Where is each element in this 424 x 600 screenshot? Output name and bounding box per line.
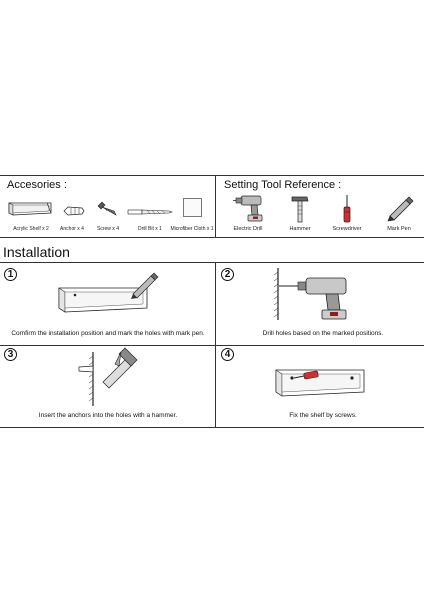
step-3-caption: Insert the anchors into the holes with a hammer. [38,412,178,419]
screwdriver-label: Screwdriver [332,226,362,232]
step-2-illustration [272,266,372,327]
step-4-caption: Fix the shelf by screws. [289,412,357,419]
microfiber-cloth-label: Microfiber Cloth x 1 [170,226,214,232]
acrylic-shelf-label: Acrylic Shelf x 2 [13,226,49,232]
step-3-number-badge [4,348,17,361]
acrylic-shelf-icon [7,199,53,224]
step-1-number: 1 [7,269,14,280]
screw-label: Screw x 4 [97,226,119,232]
top-border [0,175,424,176]
top-divider [215,175,216,237]
drill-bit-icon [127,204,173,222]
step-4-number: 4 [224,349,231,360]
drill-bit-label: Drill Bit x 1 [138,226,162,232]
steps-middle-border [0,345,424,346]
installation-header-border [0,262,424,263]
step-2-number: 2 [224,269,231,280]
mark-pen-icon [386,194,414,227]
accessories-title: Accesories : [7,179,67,191]
step-4-illustration [272,358,372,407]
anchor-icon [62,204,86,222]
mark-pen-label: Mark Pen [387,226,411,232]
step-4-number-badge [221,348,234,361]
anchor-label: Anchor x 4 [60,226,84,232]
step-1-number-badge [4,268,17,281]
screwdriver-icon [341,194,353,229]
step-3-number: 3 [7,349,14,360]
steps-bottom-border [0,427,424,428]
electric-drill-label: Electric Drill [233,226,263,232]
step-1-caption: Comfirm the installation position and mark the holes with mark pen. [11,330,205,337]
hammer-icon [290,194,310,229]
tools-title: Setting Tool Reference : [224,179,342,191]
electric-drill-icon [233,193,269,228]
step-3-illustration [75,350,145,413]
step-2-number-badge [221,268,234,281]
hammer-label: Hammer [289,226,311,232]
step-2-caption: Drill holes based on the marked positions. [262,330,384,337]
step-1-illustration [55,268,165,323]
screw-icon [96,200,120,223]
installation-heading: Installation [3,244,70,260]
accessories-bottom-border [0,237,424,238]
microfiber-cloth-icon [183,198,202,222]
